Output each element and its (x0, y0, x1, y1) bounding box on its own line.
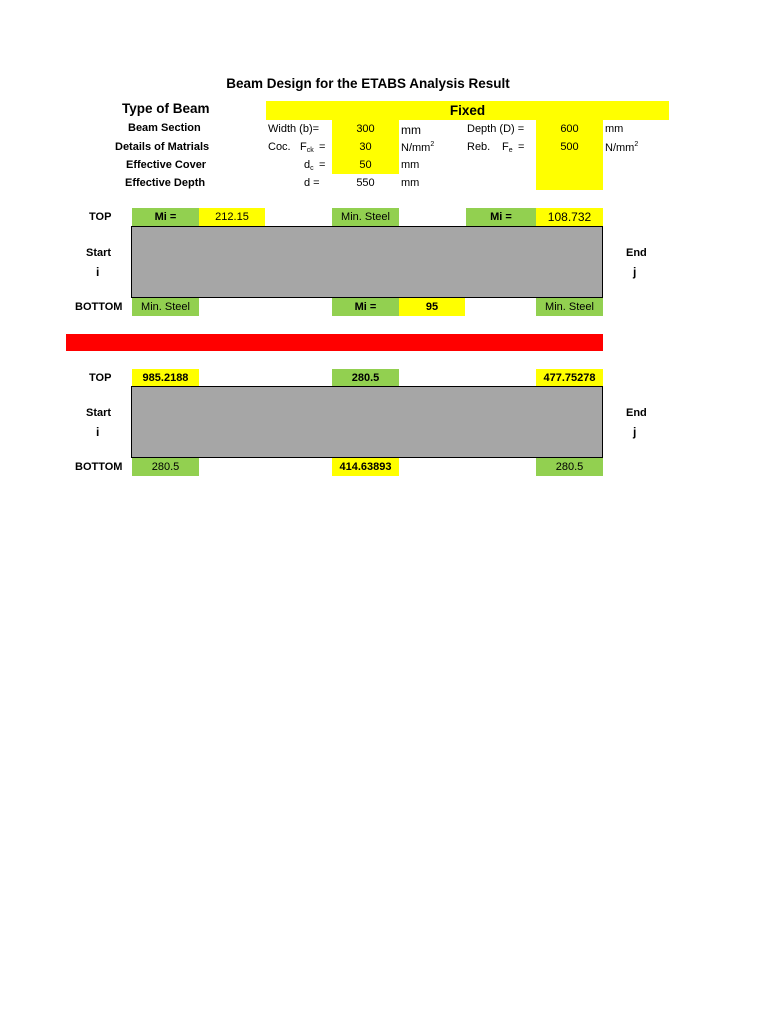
moment-input-right-top[interactable]: 108.732 (536, 208, 603, 226)
beam-diagram (131, 226, 603, 298)
end-node-label: j (633, 265, 637, 279)
effective-depth-value: 550 (356, 177, 375, 189)
start-label-2: Start (86, 407, 112, 419)
dc-symbol: $d_c$ (304, 159, 314, 172)
end-label-2: End (626, 407, 647, 419)
fe-unit: $N/mm^2$ (605, 141, 639, 154)
end-label: End (626, 247, 647, 259)
depth-unit: mm (605, 123, 624, 135)
top-label-2: TOP (89, 372, 112, 384)
depth-label: Depth (D) = (467, 123, 525, 135)
concrete-label: Coc. (268, 141, 291, 153)
dc-equals: = (319, 159, 326, 171)
steel-area-top-left: 985.2188 (132, 369, 199, 387)
beam-diagram-2 (131, 386, 603, 458)
width-label: Width (b)= (268, 123, 320, 135)
moment-label-left: Mi = (132, 208, 199, 226)
start-label: Start (86, 247, 112, 259)
fck-input[interactable]: 30 (332, 138, 399, 156)
width-unit: mm (401, 123, 421, 137)
d-label: d = (304, 177, 320, 189)
width-input[interactable]: 300 (332, 120, 399, 138)
min-steel-bottom-left: Min. Steel (132, 298, 199, 316)
start-node-label: i (96, 265, 100, 279)
top-label: TOP (89, 211, 112, 223)
type-of-beam-label: Type of Beam (122, 101, 210, 116)
steel-area-bottom-mid: 414.63893 (332, 458, 399, 476)
separator-bar (66, 334, 603, 351)
effective-depth-unit: mm (401, 177, 420, 189)
bottom-label-2: BOTTOM (75, 461, 123, 473)
fck-equals: = (319, 141, 326, 153)
min-steel-bottom-right: Min. Steel (536, 298, 603, 316)
start-node-label-2: i (96, 425, 100, 439)
page-title: Beam Design for the ETABS Analysis Result (226, 75, 510, 91)
details-materials-label: Details of Matrials (115, 141, 210, 153)
depth-input[interactable]: 600 (536, 120, 603, 138)
beam-section-label: Beam Section (128, 122, 201, 134)
fck-unit: $N/mm^2$ (401, 141, 435, 154)
blank-input-cell[interactable] (536, 156, 603, 190)
rebar-label: Reb. (467, 141, 491, 153)
moment-input-left-top[interactable]: 212.15 (199, 208, 265, 226)
cover-input[interactable]: 50 (332, 156, 399, 174)
fe-input[interactable]: 500 (536, 138, 603, 156)
beam-type-value[interactable]: Fixed (266, 101, 669, 120)
fe-equals: = (518, 141, 525, 153)
steel-area-top-right: 477.75278 (536, 369, 603, 387)
steel-area-bottom-left: 280.5 (132, 458, 199, 476)
fck-symbol: $F_{ck}$ (300, 141, 314, 154)
bottom-label: BOTTOM (75, 301, 123, 313)
moment-label-right: Mi = (466, 208, 536, 226)
effective-depth-label: Effective Depth (125, 177, 206, 189)
end-node-label-2: j (633, 425, 637, 439)
steel-area-top-mid: 280.5 (332, 369, 399, 387)
effective-cover-label: Effective Cover (126, 159, 207, 171)
moment-label-mid: Mi = (332, 298, 399, 316)
fe-symbol: $F_e$ (502, 141, 513, 154)
steel-area-bottom-right: 280.5 (536, 458, 603, 476)
moment-input-mid-bottom[interactable]: 95 (399, 298, 465, 316)
min-steel-top-mid: Min. Steel (332, 208, 399, 226)
cover-unit: mm (401, 159, 420, 171)
